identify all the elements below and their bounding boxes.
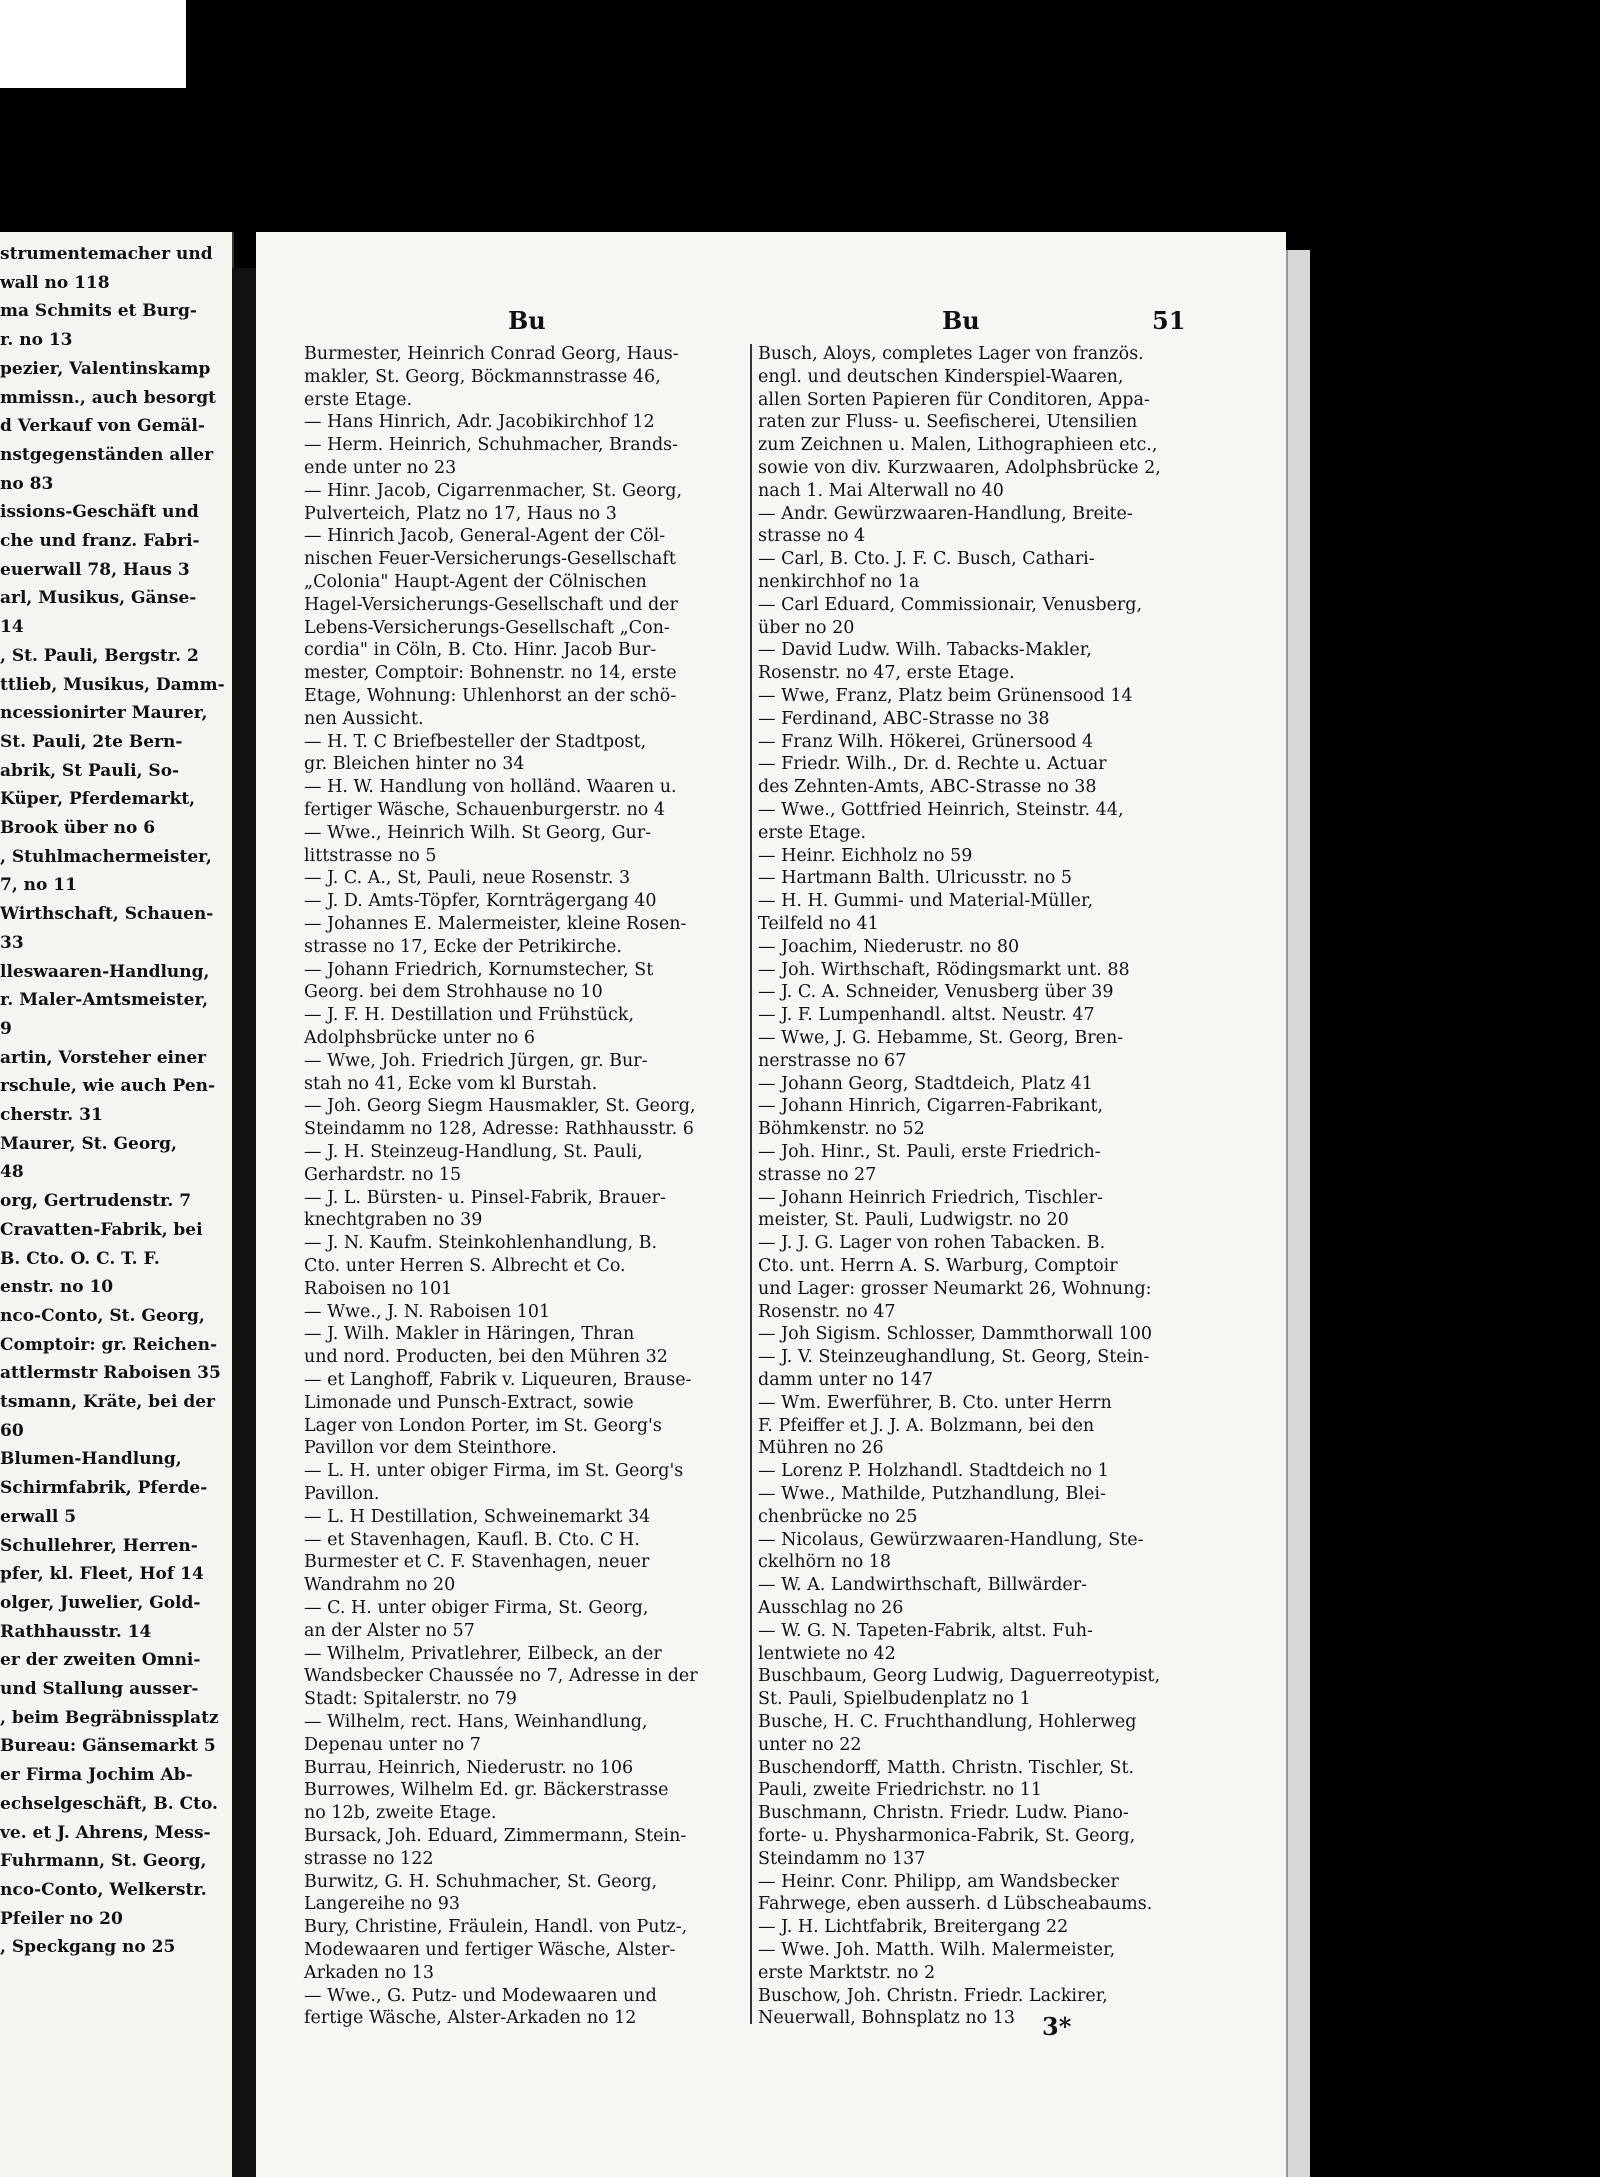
directory-entry-line: F. Pfeiffer et J. J. A. Bolzmann, bei den [758,1415,1095,1436]
directory-entry-line: Modewaaren und fertiger Wäsche, Alster- [304,1940,676,1960]
directory-entry-line: — J. H. Steinzeug-Handlung, St. Pauli, [304,1142,643,1162]
directory-entry-line: damm unter no 147 [758,1370,934,1390]
directory-entry-line: Pavillon vor dem Steinthore. [304,1438,557,1459]
directory-entry-line: fertiger Wäsche, Schauenburgerstr. no 4 [304,800,665,820]
left-page-text-line: Schirmfabrik, Pferde- [0,1478,208,1499]
directory-entry-line: nenkirchhof no 1a [758,572,920,592]
directory-entry-line: Buschmann, Christn. Friedr. Ludw. Piano- [758,1803,1129,1824]
left-page-text-line: , Stuhlmachermeister, [0,846,212,867]
directory-entry-line: — Wilhelm, rect. Hans, Weinhandlung, [304,1712,648,1732]
left-page-text-line: Küper, Pferdemarkt, [0,789,196,810]
directory-entry-line: — J. D. Amts-Töpfer, Kornträgergang 40 [304,891,657,912]
directory-entry-line: — H. H. Gummi- und Material-Müller, [758,891,1094,912]
page-number: 51 [1152,306,1186,335]
directory-entry-line: — W. G. N. Tapeten-Fabrik, altst. Fuh- [758,1620,1093,1641]
directory-entry-line: — Wwe., Heinrich Wilh. St Georg, Gur- [304,822,652,843]
left-page-text-line: 9 [0,1018,12,1039]
directory-entry-line: St. Pauli, Spielbudenplatz no 1 [758,1689,1031,1710]
left-page-text-line: Maurer, St. Georg, [0,1133,177,1154]
directory-entry-line: — H. W. Handlung von holländ. Waaren u. [304,777,677,798]
directory-entry-line: meister, St. Pauli, Ludwigstr. no 20 [758,1210,1069,1231]
directory-entry-line: nischen Feuer-Versicherungs-Gesellschaft [304,549,676,570]
directory-entry-line: Lager von London Porter, im St. Georg's [304,1415,662,1436]
directory-entry-line: zum Zeichnen u. Malen, Lithographieen etc., [758,435,1158,456]
directory-entry-line: — Joh. Georg Siegm Hausmakler, St. Georg, [304,1096,696,1117]
directory-entry-line: Etage, Wohnung: Uhlenhorst an der schö- [304,686,677,706]
left-page-text-line: artin, Vorsteher einer [0,1047,207,1068]
directory-entry-line: Georg. bei dem Strohhause no 10 [304,982,603,1003]
directory-entry-line: Wandsbecker Chaussée no 7, Adresse in der [304,1666,698,1687]
left-page-text-line: Schullehrer, Herren- [0,1535,198,1556]
directory-entry-line: — J. C. A. Schneider, Venusberg über 39 [758,982,1114,1003]
directory-entry-line: Teilfeld no 41 [758,914,879,934]
directory-entry-line: — J. N. Kaufm. Steinkohlenhandlung, B. [304,1233,658,1254]
directory-entry-line: erste Etage. [758,822,867,843]
left-page-text-line: wall no 118 [0,272,110,293]
left-page-text-line: ncessionirter Maurer, [0,703,208,724]
directory-entry-line: an der Alster no 57 [304,1620,475,1641]
left-page-text-line: Cravatten-Fabrik, bei [0,1219,203,1240]
directory-entry-line: Steindamm no 128, Adresse: Rathhausstr. 6 [304,1119,694,1140]
left-page-text-line: B. Cto. O. C. T. F. [0,1248,160,1269]
directory-entry-line: — Johannes E. Malermeister, kleine Rosen- [304,914,687,934]
directory-entry-line: — Hans Hinrich, Adr. Jacobikirchhof 12 [304,412,655,433]
directory-entry-line: Steindamm no 137 [758,1848,926,1869]
left-page-text-line: St. Pauli, 2te Bern- [0,731,183,752]
directory-entry-line: — W. A. Landwirthschaft, Billwärder- [758,1575,1088,1596]
directory-entry-line: — L. H. unter obiger Firma, im St. Georg's [304,1461,684,1482]
directory-entry-line: Stadt: Spitalerstr. no 79 [304,1689,517,1710]
directory-entry-line: Pavillon. [304,1484,380,1504]
directory-entry-line: Limonade und Punsch-Extract, sowie [304,1392,634,1413]
directory-entry-line: — J. F. H. Destillation und Frühstück, [304,1005,635,1026]
directory-entry-line: — Carl, B. Cto. J. F. C. Busch, Cathari- [758,549,1095,570]
left-page-text-line: lleswaaren-Handlung, [0,961,210,982]
left-page-text-line: arl, Musikus, Gänse- [0,588,197,609]
directory-entry-line: raten zur Fluss- u. Seefischerei, Utensilien [758,412,1138,433]
directory-entry-line: Pauli, zweite Friedrichstr. no 11 [758,1780,1043,1801]
directory-entry-line: Mühren no 26 [758,1438,884,1459]
directory-entry-line: cordia" in Cöln, B. Cto. Hinr. Jacob Bur- [304,640,657,661]
directory-entry-line: Depenau unter no 7 [304,1734,481,1755]
directory-entry-line: — Nicolaus, Gewürzwaaren-Handlung, Ste- [758,1529,1144,1550]
directory-entry-line: — Wwe, Joh. Friedrich Jürgen, gr. Bur- [304,1050,648,1071]
directory-entry-line: — Wwe, J. G. Hebamme, St. Georg, Bren- [758,1028,1124,1048]
directory-entry-line: und Lager: grosser Neumarkt 26, Wohnung: [758,1278,1152,1299]
directory-entry-line: strasse no 4 [758,526,866,547]
directory-entry-line: Adolphsbrücke unter no 6 [304,1028,535,1048]
left-page-text-line: org, Gertrudenstr. 7 [0,1191,192,1212]
left-page-text-line: rschule, wie auch Pen- [0,1076,216,1097]
directory-entry-line: — Wwe., Mathilde, Putzhandlung, Blei- [758,1484,1106,1504]
directory-entry-line: Pulverteich, Platz no 17, Haus no 3 [304,503,617,524]
directory-entry-line: stah no 41, Ecke vom kl Burstah. [304,1073,598,1094]
directory-entry-line: — Hinr. Jacob, Cigarrenmacher, St. Georg, [304,480,683,501]
left-page-text-line: pezier, Valentinskamp [0,358,211,379]
running-head-left: Bu [508,306,546,335]
left-page-text-line: er der zweiten Omni- [0,1650,201,1671]
directory-entry-line: Buschendorff, Matth. Christn. Tischler, St. [758,1757,1135,1778]
left-page-text-line: enstr. no 10 [0,1277,114,1298]
directory-entry-line: nerstrasse no 67 [758,1050,907,1071]
directory-entry-line: Burmester, Heinrich Conrad Georg, Haus- [304,344,679,364]
directory-entry-line: nen Aussicht. [304,708,424,729]
directory-entry-line: — H. T. C Briefbesteller der Stadtpost, [304,731,647,752]
left-page-text-line: pfer, kl. Fleet, Hof 14 [0,1564,204,1585]
directory-entry-line: Bursack, Joh. Eduard, Zimmermann, Stein- [304,1826,687,1846]
directory-entry-line: Bury, Christine, Fräulein, Handl. von Putz-, [304,1917,688,1938]
directory-entry-line: Buschbaum, Georg Ludwig, Daguerreotypist, [758,1666,1161,1687]
directory-entry-line: — Wwe., G. Putz- und Modewaaren und [304,1985,657,2006]
left-page-text-line: Bureau: Gänsemarkt 5 [0,1736,216,1757]
signature-mark: 3* [1042,2012,1072,2041]
directory-entry-line: no 12b, zweite Etage. [304,1803,497,1824]
left-page-text-line: mmissn., auch besorgt [0,387,217,408]
left-page [0,232,234,2177]
left-page-text-line: 14 [0,617,24,638]
left-page-text-line: olger, Juwelier, Gold- [0,1592,201,1613]
directory-entry-line: — Johann Friedrich, Kornumstecher, St [304,959,654,980]
directory-entry-line: mester, Comptoir: Bohnenstr. no 14, erste [304,663,677,684]
directory-entry-line: Neuerwall, Bohnsplatz no 13 [758,2008,1015,2029]
directory-entry-line: „Colonia" Haupt-Agent der Cölnischen [304,572,647,592]
directory-entry-line: — Andr. Gewürzwaaren-Handlung, Breite- [758,503,1133,524]
directory-entry-line: unter no 22 [758,1734,862,1755]
left-page-text-line: euerwall 78, Haus 3 [0,559,190,580]
directory-entry-line: Busche, H. C. Fruchthandlung, Hohlerweg [758,1712,1137,1732]
directory-entry-line: Burrau, Heinrich, Niederustr. no 106 [304,1757,634,1778]
directory-entry-line: — Herm. Heinrich, Schuhmacher, Brands- [304,435,679,456]
directory-entry-line: und nord. Producten, bei den Mühren 32 [304,1347,668,1368]
left-page-text-line: che und franz. Fabri- [0,531,200,551]
directory-entry-line: — J. V. Steinzeughandlung, St. Georg, Stein- [758,1347,1150,1368]
directory-entry-line: knechtgraben no 39 [304,1210,483,1231]
left-page-text-line: nco-Conto, St. Georg, [0,1305,205,1326]
book-gutter [232,268,256,2177]
directory-entry-line: nach 1. Mai Alterwall no 40 [758,480,1004,501]
directory-entry-line: littstrasse no 5 [304,845,437,866]
directory-entry-line: — Heinr. Eichholz no 59 [758,845,973,866]
left-page-text-line: Blumen-Handlung, [0,1449,182,1470]
directory-entry-line: — Carl Eduard, Commissionair, Venusberg, [758,594,1143,615]
left-page-text-line: Brook über no 6 [0,818,156,838]
directory-entry-line: — Wwe. Joh. Matth. Wilh. Malermeister, [758,1940,1116,1960]
left-page-text-line: 48 [0,1162,24,1183]
directory-entry-line: Gerhardstr. no 15 [304,1164,462,1185]
directory-entry-line: fertige Wäsche, Alster-Arkaden no 12 [304,2008,637,2029]
directory-entry-line: — Johann Hinrich, Cigarren-Fabrikant, [758,1096,1104,1117]
directory-entry-line: Burwitz, G. H. Schuhmacher, St. Georg, [304,1871,658,1892]
left-page-text-line: strumentemacher und [0,244,213,264]
left-page-text-line: Fuhrmann, St. Georg, [0,1851,207,1872]
left-page-text-line: r. Maler-Amtsmeister, [0,990,209,1011]
left-page-text-line: , beim Begräbnissplatz [0,1707,219,1728]
left-page-text-line: , Speckgang no 25 [0,1937,176,1958]
directory-entry-line: — Franz Wilh. Hökerei, Grünersood 4 [758,731,1094,752]
directory-entry-line: allen Sorten Papieren für Conditoren, Appa- [758,389,1150,410]
left-page-text-line: r. no 13 [0,330,73,351]
directory-entry-line: Böhmkenstr. no 52 [758,1119,925,1140]
directory-entry-line: — Wwe., Gottfried Heinrich, Steinstr. 44, [758,800,1124,820]
directory-entry-line: — Wilhelm, Privatlehrer, Eilbeck, an der [304,1643,662,1664]
left-page-text-line: attlermstr Raboisen 35 [0,1363,221,1384]
left-page-text-line: 60 [0,1420,24,1441]
directory-entry-line: — Joh. Hinr., St. Pauli, erste Friedrich- [758,1142,1101,1162]
directory-entry-line: über no 20 [758,617,855,638]
running-head-center: Bu [942,306,980,335]
directory-entry-line: gr. Bleichen hinter no 34 [304,754,525,775]
directory-entry-line: — Joh. Wirthschaft, Rödingsmarkt unt. 88 [758,959,1130,980]
directory-entry-line: — David Ludw. Wilh. Tabacks-Makler, [758,640,1092,661]
page-tab-marker [0,0,186,88]
left-page-text-line: echselgeschäft, B. Cto. [0,1793,218,1814]
directory-entry-line: — Heinr. Conr. Philipp, am Wandsbecker [758,1871,1119,1892]
directory-entry-line: Langereihe no 93 [304,1894,461,1915]
directory-entry-line: — J. L. Bürsten- u. Pinsel-Fabrik, Brauer- [304,1187,666,1208]
directory-entry-line: lentwiete no 42 [758,1643,896,1664]
directory-entry-line: ckelhörn no 18 [758,1552,892,1573]
directory-entry-line: — et Stavenhagen, Kaufl. B. Cto. C H. [304,1529,640,1550]
directory-entry-line: Burmester et C. F. Stavenhagen, neuer [304,1552,650,1573]
directory-entry-line: erste Marktstr. no 2 [758,1962,936,1983]
directory-entry-line: Arkaden no 13 [304,1962,435,1983]
directory-entry-line: — Lorenz P. Holzhandl. Stadtdeich no 1 [758,1461,1109,1482]
directory-entry-line: Cto. unter Herren S. Albrecht et Co. [304,1256,626,1276]
directory-entry-line: — J. H. Lichtfabrik, Breitergang 22 [758,1917,1069,1938]
directory-entry-line: — C. H. unter obiger Firma, St. Georg, [304,1598,649,1618]
directory-entry-line: forte- u. Physharmonica-Fabrik, St. Georg, [758,1826,1136,1846]
left-page-text-line: issions-Geschäft und [0,502,199,523]
directory-entry-line: — J. Wilh. Makler in Häringen, Thran [304,1324,635,1345]
left-page-text-line: er Firma Jochim Ab- [0,1765,193,1786]
left-page-text-line: Comptoir: gr. Reichen- [0,1334,218,1355]
left-page-text-line: 7, no 11 [0,875,77,896]
directory-entry-line: Hagel-Versicherungs-Gesellschaft und der [304,594,678,615]
left-page-text-line: abrik, St Pauli, So- [0,760,180,781]
directory-entry-line: erste Etage. [304,389,413,410]
directory-entry-line: chenbrücke no 25 [758,1506,918,1527]
left-page-text-line: d Verkauf von Gemäl- [0,416,205,437]
directory-entry-line: — Ferdinand, ABC-Strasse no 38 [758,708,1050,729]
directory-entry-line: Buschow, Joh. Christn. Friedr. Lackirer, [758,1985,1108,2006]
left-page-text-line: und Stallung ausser- [0,1679,199,1699]
left-page-text-line: Wirthschaft, Schauen- [0,904,214,925]
directory-entry-line: strasse no 122 [304,1848,434,1869]
directory-entry-line: Lebens-Versicherungs-Gesellschaft „Con- [304,617,670,638]
directory-entry-line: Burrowes, Wilhelm Ed. gr. Bäckerstrasse [304,1780,669,1801]
directory-entry-line: des Zehnten-Amts, ABC-Strasse no 38 [758,777,1097,798]
left-page-text-line: nstgegenständen aller [0,444,214,465]
directory-entry-line: — J. F. Lumpenhandl. altst. Neustr. 47 [758,1005,1095,1026]
left-page-text-line: tsmann, Kräte, bei der [0,1392,215,1412]
column-divider [750,344,752,2024]
left-page-text-line: ma Schmits et Burg- [0,301,197,322]
directory-entry-line: makler, St. Georg, Böckmannstrasse 46, [304,366,661,387]
left-page-text-line: erwall 5 [0,1506,77,1527]
directory-entry-line: — et Langhoff, Fabrik v. Liqueuren, Brause- [304,1370,692,1390]
page-edge [1286,250,1310,2177]
directory-entry-line: — Wwe., J. N. Raboisen 101 [304,1301,551,1322]
left-page-text-line: Rathhausstr. 14 [0,1621,152,1642]
directory-entry-line: — J. C. A., St, Pauli, neue Rosenstr. 3 [304,868,631,889]
directory-entry-line: ende unter no 23 [304,458,457,478]
directory-entry-line: Raboisen no 101 [304,1278,453,1299]
left-page-text-line: no 83 [0,473,54,494]
directory-entry-line: — Johann Georg, Stadtdeich, Platz 41 [758,1073,1093,1094]
directory-entry-line: — Wwe, Franz, Platz beim Grünensood 14 [758,686,1133,706]
left-page-text-line: ve. et J. Ahrens, Mess- [0,1822,211,1843]
directory-entry-line: — Johann Heinrich Friedrich, Tischler- [758,1187,1103,1208]
directory-entry-line: — Hartmann Balth. Ulricusstr. no 5 [758,868,1073,889]
left-page-text-line: 33 [0,932,24,953]
directory-entry-line: Fahrwege, eben ausserh. d Lübscheabaums. [758,1894,1153,1915]
left-page-text-line: Pfeiler no 20 [0,1908,123,1929]
left-page-text-line: cherstr. 31 [0,1105,103,1125]
right-page [256,232,1286,2177]
directory-entry-line: strasse no 17, Ecke der Petrikirche. [304,936,622,957]
directory-entry-line: sowie von div. Kurzwaaren, Adolphsbrücke 2, [758,458,1161,478]
directory-entry-line: Cto. unt. Herrn A. S. Warburg, Comptoir [758,1256,1118,1276]
directory-entry-line: — Wm. Ewerführer, B. Cto. unter Herrn [758,1392,1112,1413]
directory-entry-line: Wandrahm no 20 [304,1575,456,1596]
directory-entry-line: Ausschlag no 26 [758,1598,904,1618]
directory-entry-line: strasse no 27 [758,1164,877,1185]
directory-entry-line: engl. und deutschen Kinderspiel-Waaren, [758,366,1124,387]
directory-entry-line: — Joachim, Niederustr. no 80 [758,936,1020,957]
directory-entry-line: Busch, Aloys, completes Lager von französ. [758,344,1144,364]
directory-entry-line: — Joh Sigism. Schlosser, Dammthorwall 100 [758,1324,1153,1345]
directory-entry-line: Rosenstr. no 47, erste Etage. [758,663,1015,684]
left-page-text-line: , St. Pauli, Bergstr. 2 [0,645,199,666]
left-page-text-line: nco-Conto, Welkerstr. [0,1879,207,1900]
directory-entry-line: Rosenstr. no 47 [758,1301,896,1322]
directory-entry-line: — Friedr. Wilh., Dr. d. Rechte u. Actuar [758,754,1107,775]
directory-entry-line: — L. H Destillation, Schweinemarkt 34 [304,1506,651,1527]
directory-entry-line: — J. J. G. Lager von rohen Tabacken. B. [758,1233,1106,1254]
directory-entry-line: — Hinrich Jacob, General-Agent der Cöl- [304,526,666,547]
left-page-text-line: ttlieb, Musikus, Damm- [0,674,225,695]
